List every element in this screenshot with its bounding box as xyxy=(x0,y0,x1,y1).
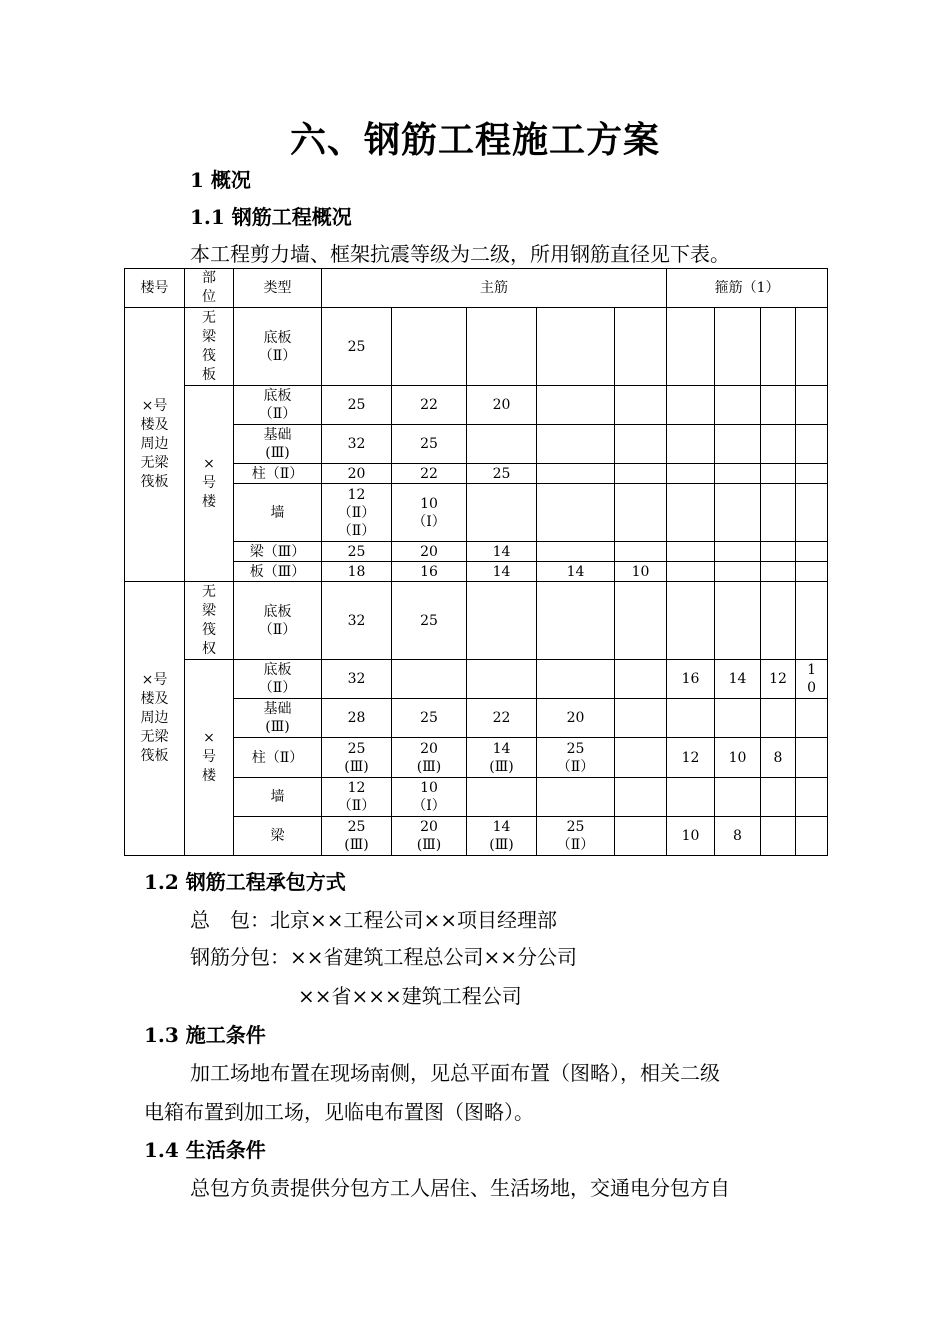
part-cell: ×号楼 xyxy=(185,660,234,856)
table-row xyxy=(125,660,828,699)
rebar-diameter-table xyxy=(124,268,828,856)
value-cell: 25 xyxy=(322,386,392,425)
value-cell: 14 xyxy=(537,562,615,582)
section-1-3-line-1: 加工场地布置在现场南侧，见总平面布置（图略），相关二级 xyxy=(190,1061,720,1085)
header-main-bar: 主筋 xyxy=(322,269,667,308)
stirrup-cell: 16 xyxy=(667,660,715,699)
value-cell: 20 xyxy=(467,386,537,425)
section-1-3-line-2: 电箱布置到加工场，见临电布置图（图略）。 xyxy=(144,1100,534,1124)
type-cell: 底板 （Ⅱ） xyxy=(234,386,322,425)
section-1-heading: 1 概况 xyxy=(190,168,251,192)
value-cell: 10 xyxy=(615,562,667,582)
type-cell: 梁 xyxy=(234,817,322,856)
table-row xyxy=(125,308,828,386)
value-cell: 20 xyxy=(537,699,615,738)
general-contractor: 总 包：北京××工程公司××项目经理部 xyxy=(190,908,558,932)
table-row xyxy=(125,386,828,425)
value-cell: 32 xyxy=(322,582,392,660)
part-cell: 无梁筏权 xyxy=(185,582,234,660)
value-cell: 32 xyxy=(322,660,392,699)
stirrup-cell: 12 xyxy=(761,660,796,699)
value-cell: 16 xyxy=(392,562,467,582)
value-cell: 20 xyxy=(322,464,392,484)
section-1-4-line-1: 总包方负责提供分包方工人居住、生活场地，交通电分包方自 xyxy=(190,1176,730,1200)
section-1-2-heading: 1.2 钢筋工程承包方式 xyxy=(144,870,346,894)
section-1-1-intro: 本工程剪力墙、框架抗震等级为二级，所用钢筋直径见下表。 xyxy=(190,242,730,266)
header-type: 类型 xyxy=(234,269,322,308)
value-cell: 25 xyxy=(392,699,467,738)
value-cell: 14 (Ⅲ) xyxy=(467,738,537,778)
value-cell: 32 xyxy=(322,425,392,464)
stirrup-cell: 14 xyxy=(715,660,761,699)
stirrup-cell: 8 xyxy=(715,817,761,856)
value-cell: 25 xyxy=(392,425,467,464)
table-row xyxy=(125,582,828,660)
subcontractor-2: ××省×××建筑工程公司 xyxy=(298,984,522,1008)
value-cell: 28 xyxy=(322,699,392,738)
stirrup-cell: 10 xyxy=(796,660,828,699)
value-cell: 25 xyxy=(322,308,392,386)
type-cell: 底板 （Ⅱ） xyxy=(234,582,322,660)
value-cell: 18 xyxy=(322,562,392,582)
document-title: 六、钢筋工程施工方案 xyxy=(289,119,660,161)
value-cell: 25 (Ⅲ) xyxy=(322,817,392,856)
part-cell: ×号楼 xyxy=(185,386,234,582)
stirrup-cell: 10 xyxy=(715,738,761,778)
value-cell: 14 (Ⅲ) xyxy=(467,817,537,856)
value-cell: 25 xyxy=(392,582,467,660)
type-cell: 底板 （Ⅱ） xyxy=(234,660,322,699)
section-1-1-heading: 1.1 钢筋工程概况 xyxy=(190,205,352,229)
value-cell: 20 (Ⅲ) xyxy=(392,817,467,856)
header-building: 楼号 xyxy=(125,269,185,308)
type-cell: 梁（Ⅲ） xyxy=(234,542,322,562)
stirrup-cell: 12 xyxy=(667,738,715,778)
type-cell: 墙 xyxy=(234,484,322,542)
value-cell: 25 （Ⅱ） xyxy=(537,738,615,778)
subcontractor-1: 钢筋分包：××省建筑工程总公司××分公司 xyxy=(190,945,578,969)
section-1-4-heading: 1.4 生活条件 xyxy=(144,1138,266,1162)
value-cell: 25 xyxy=(322,542,392,562)
value-cell: 12 （Ⅱ） xyxy=(322,778,392,817)
value-cell: 12 （Ⅱ） （Ⅱ） xyxy=(322,484,392,542)
type-cell: 基础 (Ⅲ) xyxy=(234,699,322,738)
stirrup-cell: 10 xyxy=(667,817,715,856)
value-cell: 20 xyxy=(392,542,467,562)
part-cell: 无梁筏板 xyxy=(185,308,234,386)
value-cell: 25 (Ⅲ) xyxy=(322,738,392,778)
type-cell: 底板 （Ⅱ） xyxy=(234,308,322,386)
value-cell: 22 xyxy=(467,699,537,738)
section-1-3-heading: 1.3 施工条件 xyxy=(144,1023,266,1047)
value-cell: 14 xyxy=(467,562,537,582)
value-cell: 25 xyxy=(467,464,537,484)
type-cell: 基础 (Ⅲ) xyxy=(234,425,322,464)
type-cell: 柱（Ⅱ） xyxy=(234,464,322,484)
building-cell: ×号楼及周边无梁筏板 xyxy=(125,308,185,582)
value-cell: 22 xyxy=(392,464,467,484)
header-part: 部位 xyxy=(185,269,234,308)
stirrup-cell: 8 xyxy=(761,738,796,778)
type-cell: 板（Ⅲ） xyxy=(234,562,322,582)
building-cell: ×号楼及周边无梁筏板 xyxy=(125,582,185,856)
value-cell: 10 （Ⅰ） xyxy=(392,778,467,817)
type-cell: 墙 xyxy=(234,778,322,817)
header-stirrup: 箍筋（1） xyxy=(667,269,828,308)
type-cell: 柱（Ⅱ） xyxy=(234,738,322,778)
table-header-row xyxy=(125,269,828,308)
value-cell: 14 xyxy=(467,542,537,562)
value-cell: 25 （Ⅱ） xyxy=(537,817,615,856)
value-cell: 22 xyxy=(392,386,467,425)
value-cell: 10 （Ⅰ） xyxy=(392,484,467,542)
value-cell: 20 (Ⅲ) xyxy=(392,738,467,778)
